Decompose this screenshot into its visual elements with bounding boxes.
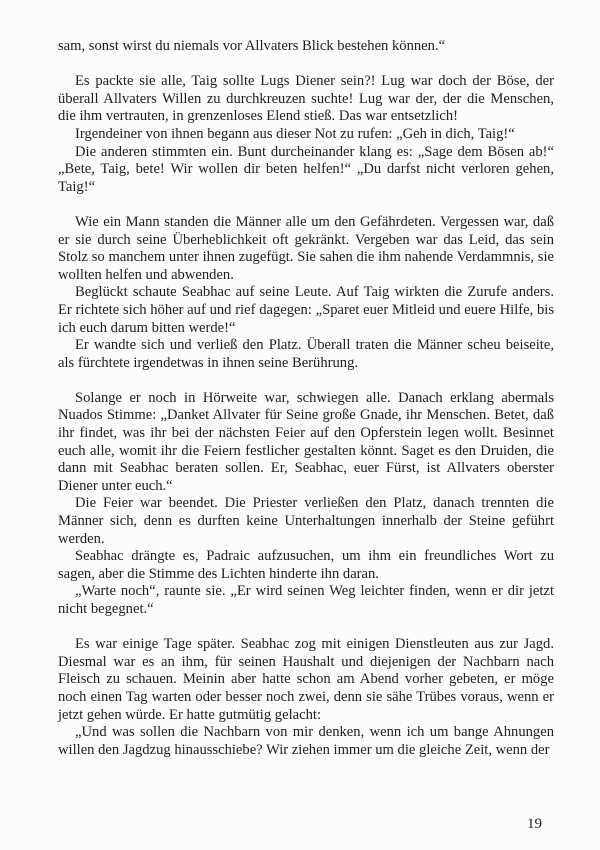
paragraph-2: Es packte sie alle, Taig sollte Lugs Diener sein?! Lug war doch der Böse, der überall Allvaters Willen zu durchkreuzen suchte! Lug war der, der die Menschen, die ihm vertrauten, in grenzenloses Elend stieß. Das war entsetzlich! (58, 73, 554, 125)
paragraph-4: Die anderen stimmten ein. Bunt durcheinander klang es: „Sage dem Bösen ab!“ „Bete, Taig, bete! Wir wollen dir beten helfen!“ „Du darfst nicht verloren gehen, Taig!“ (58, 143, 554, 195)
paragraph-13: „Und was sollen die Nachbarn von mir denken, wenn ich um bange Ahnungen willen den Jagdzug hinausschiebe? Wir ziehen immer um die gleiche Zeit, wenn der (58, 724, 554, 758)
paragraph-11: „Warte noch“, raunte sie. „Er wird seinen Weg leichter finden, wenn er dir jetzt nicht begegnet.“ (58, 583, 554, 617)
paragraph-8: Solange er noch in Hörweite war, schwiegen alle. Danach erklang abermals Nuados Stimme: „Danket Allvater für Seine große Gnade, ihr Menschen. Betet, daß ihr findet, was ihr bei der nächsten Feier auf den Opferstein legen wollt. Besinnet euch alle, womit ihr die Feiern festlicher gestalten könnt. Saget es den Druiden, die dann mit Seabhac beraten sollen. Er, Seabhac, euer Fürst, ist Allvaters oberster Diener unter euch.“ (58, 389, 554, 494)
paragraph-5: Wie ein Mann standen die Männer alle um den Gefährdeten. Vergessen war, daß er sie durch seine Überheblichkeit oft gekränkt. Vergeben war das Leid, das sein Stolz so manchem unter ihnen zugefügt. Sie sahen die ihm nahende Verdammnis, sie wollten helfen und abwenden. (58, 213, 554, 283)
paragraph-6: Beglückt schaute Seabhac auf seine Leute. Auf Taig wirkten die Zurufe anders. Er richtete sich höher auf und rief dagegen: „Sparet euer Mitleid und euere Hilfe, bis ich euch darum bitten werde!“ (58, 284, 554, 336)
paragraph-10: Seabhac drängte es, Padraic aufzusuchen, um ihm ein freundliches Wort zu sagen, aber die Stimme des Lichten hinderte ihn daran. (58, 548, 554, 582)
paragraph-1: sam, sonst wirst du niemals vor Allvaters Blick bestehen können.“ (58, 38, 446, 54)
page-number: 19 (527, 816, 542, 832)
paragraph-12: Es war einige Tage später. Seabhac zog mit einigen Dienstleuten aus zur Jagd. Diesmal war es an ihm, für seinen Haushalt und diejenigen der Nachbarn nach Fleisch zu schauen. Meinin aber hatte schon am Abend vorher gebeten, er möge noch einen Tag warten oder besser noch zwei, denn sie sähe Trübes voraus, wenn er jetzt gehen würde. Er hatte gutmütig gelacht: (58, 636, 554, 723)
paragraph-7: Er wandte sich und verließ den Platz. Überall traten die Männer scheu beiseite, als fürchtete irgendetwas in ihnen seine Berührung. (58, 337, 554, 371)
paragraph-3: Irgendeiner von ihnen begann aus dieser Not zu rufen: „Geh in dich, Taig!“ (75, 125, 515, 142)
paragraph-9: Die Feier war beendet. Die Priester verließen den Platz, danach trennten die Männer sich, denn es durften keine Unterhaltungen innerhalb der Steine geführt werden. (58, 495, 554, 547)
body-text (58, 38, 554, 759)
